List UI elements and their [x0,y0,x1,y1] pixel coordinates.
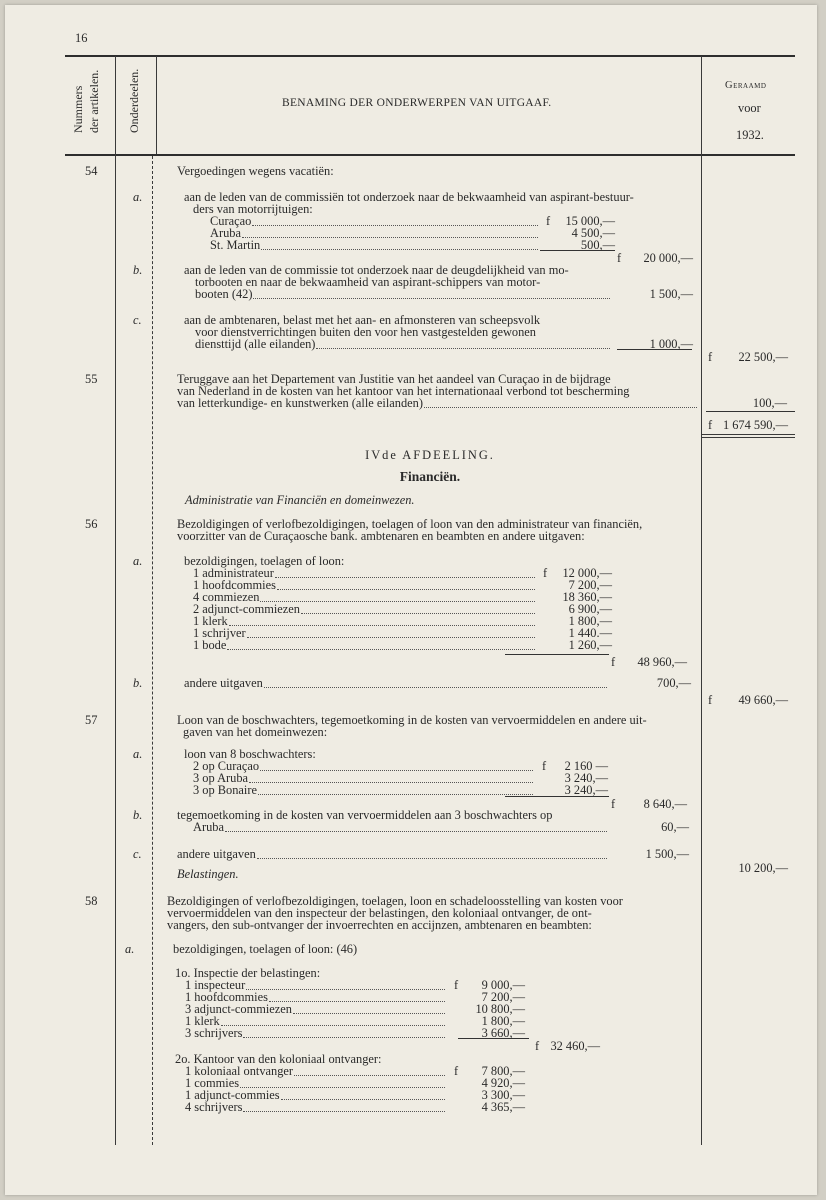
entry-amount: 1 500,— [649,287,693,301]
subtotal-amount: 22 500,— [738,350,788,364]
entry-label: 1 administrateur [193,566,274,580]
line-text: torbooten en naar de bekwaamheid van aspirant-schippers van motor- [195,275,541,289]
dotted-leader [424,407,697,408]
entry-label: 1 adjunct-commies [185,1088,280,1102]
entry-amount: 7 200,— [568,578,612,592]
line-text: aan de leden van de commissie tot onderzoek naar de deugdelijkheid van mo- [184,263,569,277]
entry-label: 1 bode [193,638,227,652]
subtotal-amount: 1 674 590,— [722,418,788,432]
dotted-leader [277,589,535,590]
entry-amount: 700,— [656,676,691,690]
entry-amount: 6 900,— [568,602,612,616]
header-col-nummers-2: der artikelen. [87,69,101,133]
dotted-leader [243,1111,445,1112]
sub-item-letter: b. [133,808,143,822]
line-text: Vergoedingen wegens vacatiën: [177,164,334,178]
grand-total-double-rule-2 [702,437,795,438]
col-divider-2 [152,156,153,1145]
entry-amount: 4 920,— [481,1076,525,1090]
currency-symbol: f [708,418,713,432]
currency-symbol: f [542,759,547,773]
entry-amount: 1 260,— [568,638,612,652]
article-number: 55 [85,372,98,386]
entry-label: Curaçao [210,214,252,228]
line-text: vervoermiddelen van den inspecteur der belastingen, den koloniaal ontvanger, de ont- [167,906,592,920]
entry-label: 1 koloniaal ontvanger [185,1064,294,1078]
line-text: tegemoetkoming in de kosten van vervoermiddelen aan 3 boschwachters op [177,808,553,822]
line-text: Loon van de boschwachters, tegemoetkoming in de kosten van vervoermiddelen en andere uit- [177,713,647,727]
dotted-leader [269,1001,445,1002]
dotted-leader [221,1025,445,1026]
header-bottom-rule [65,154,795,156]
sum-rule [706,411,795,412]
entry-amount: 10 800,— [475,1002,525,1016]
col-divider-1 [115,56,116,1145]
page-number: 16 [75,31,88,45]
entry-amount: 60,— [661,820,689,834]
dotted-leader [261,249,538,250]
dotted-leader [264,687,607,688]
subtotal-amount: 48 960,— [637,655,687,669]
entry-amount: 1 800,— [481,1014,525,1028]
line-text: bezoldigingen, toelagen of loon: (46) [173,942,358,956]
currency-symbol: f [454,1064,459,1078]
document-page [5,5,817,1195]
dotted-leader [229,625,535,626]
header-col-nummers-1: Nummers [71,85,85,133]
entry-amount: 12 000,— [562,566,612,580]
article-number: 54 [85,164,98,178]
entry-amount: 1 000,— [649,337,693,351]
header-voor: voor [738,101,761,115]
line-text: voor dienstverrichtingen buiten den voor hen vastgestelden gewonen [195,325,536,339]
currency-symbol: f [617,251,622,265]
dotted-leader [260,601,535,602]
entry-label: 2 op Curaçao [193,759,260,773]
dotted-leader [242,237,538,238]
line-text: 1o. Inspectie der belastingen: [175,966,321,980]
entry-label: 3 op Bonaire [193,783,258,797]
header-col-onderdeelen: Onderdeelen. [127,68,141,133]
subtotal-amount: 8 640,— [643,797,687,811]
dotted-leader [249,782,533,783]
line-text: vangers, den sub-ontvanger der invoerrechten en accijnzen, ambtenaren en beambten: [167,918,592,932]
line-text: Financiën. [399,469,461,484]
sum-rule [540,250,615,251]
entry-label: Aruba [210,226,241,240]
header-year: 1932. [736,128,764,142]
sub-item-letter: a. [133,554,143,568]
entry-amount: 7 800,— [481,1064,525,1078]
dotted-leader [260,770,533,771]
entry-label: diensttijd (alle eilanden) [195,337,316,351]
entry-label: booten (42) [195,287,253,301]
entry-label: 3 schrijvers [185,1026,243,1040]
entry-label: 3 op Aruba [193,771,249,785]
dotted-leader [257,858,607,859]
dotted-leader [316,348,610,349]
header-geraamd: Geraamd [725,80,767,91]
entry-label: 4 commiezen [193,590,260,604]
entry-label: andere uitgaven [184,676,263,690]
line-text: van Nederland in de kosten van het kantoor van het internationaal verbond tot bescherming [177,384,630,398]
entry-amount: 1 500,— [645,847,689,861]
entry-amount: 4 500,— [571,226,615,240]
line-text: Bezoldigingen of verlofbezoldigingen, toelagen, loon en schadeloosstelling van kosten voor [167,894,623,908]
article-number: 57 [85,713,98,727]
line-text: Teruggave aan het Departement van Justitie van het aandeel van Curaçao in de bijdrage [177,372,611,386]
entry-label: 1 klerk [185,1014,220,1028]
entry-amount: 18 360,— [562,590,612,604]
line-text: loon van 8 boschwachters: [184,747,316,761]
currency-symbol: f [546,214,551,228]
col-divider-3 [701,56,702,1145]
line-text: aan de leden van de commissiën tot onderzoek naar de bekwaamheid van aspirant-bestuur- [184,190,634,204]
sum-rule [505,654,609,655]
subtotal-amount: 20 000,— [643,251,693,265]
col-divider-2-top [156,56,157,154]
dotted-leader [293,1013,445,1014]
currency-symbol: f [543,566,548,580]
entry-amount: 3 240,— [564,771,608,785]
sub-item-letter: a. [133,190,143,204]
line-text: voorzitter van de Curaçaosche bank. ambtenaren en beambten en andere uitgaven: [177,529,585,543]
entry-label: 1 hoofdcommies [193,578,276,592]
dotted-leader [275,577,535,578]
dotted-leader [281,1099,445,1100]
line-text: Bezoldigingen of verlofbezoldigingen, toelagen of loon van den administrateur van financiën, [177,517,643,531]
dotted-leader [243,1037,445,1038]
sum-rule [458,1038,529,1039]
entry-label: 3 adjunct-commiezen [185,1002,292,1016]
entry-amount: 3 300,— [481,1088,525,1102]
entry-amount: 3 240,— [564,783,608,797]
entry-amount: 3 660,— [481,1026,525,1040]
line-text: gaven van het domeinwezen: [183,725,328,739]
entry-amount: 9 000,— [481,978,525,992]
currency-symbol: f [611,655,616,669]
sub-item-letter: b. [133,676,143,690]
entry-amount: 2 160 — [564,759,608,773]
line-text: Administratie van Financiën en domeinwezen. [185,493,415,507]
dotted-leader [252,225,538,226]
entry-label: van letterkundige- en kunstwerken (alle eilanden) [177,396,423,410]
currency-symbol: f [708,693,713,707]
dotted-leader [247,637,535,638]
entry-amount: 15 000,— [565,214,615,228]
sub-item-letter: a. [125,942,135,956]
dotted-leader [301,613,535,614]
entry-amount: 7 200,— [481,990,525,1004]
header-title: BENAMING DER ONDERWERPEN VAN UITGAAF. [282,97,552,109]
currency-symbol: f [454,978,459,992]
line-text: aan de ambtenaren, belast met het aan- en afmonsteren van scheepsvolk [184,313,541,327]
entry-label: andere uitgaven [177,847,256,861]
entry-label: 2 adjunct-commiezen [193,602,300,616]
dotted-leader [225,831,607,832]
currency-symbol: f [708,350,713,364]
subtotal-amount: 10 200,— [738,861,788,875]
sub-item-letter: b. [133,263,143,277]
entry-label: 1 hoofdcommies [185,990,268,1004]
line-text: bezoldigingen, toelagen of loon: [184,554,345,568]
entry-label: Aruba [193,820,224,834]
dotted-leader [253,298,610,299]
entry-label: 1 inspecteur [185,978,246,992]
subtotal-amount: 32 460,— [550,1039,600,1053]
dotted-leader [294,1075,445,1076]
header-top-rule [65,55,795,57]
entry-label: 1 schrijver [193,626,246,640]
currency-symbol: f [535,1039,540,1053]
entry-label: 1 commies [185,1076,240,1090]
sub-item-letter: c. [133,847,142,861]
dotted-leader [227,649,535,650]
sub-item-letter: c. [133,313,142,327]
article-number: 58 [85,894,98,908]
entry-amount: 4 365,— [481,1100,525,1114]
subtotal-amount: 49 660,— [738,693,788,707]
sum-rule [617,349,692,350]
currency-symbol: f [611,797,616,811]
line-text: IVde AFDEELING. [365,448,495,462]
entry-amount: 500,— [580,238,615,252]
entry-amount: 1 440.— [568,626,612,640]
entry-label: 1 klerk [193,614,228,628]
entry-amount: 1 800,— [568,614,612,628]
dotted-leader [258,794,533,795]
line-text: 2o. Kantoor van den koloniaal ontvanger: [175,1052,382,1066]
sub-item-letter: a. [133,747,143,761]
entry-label: St. Martin [210,238,261,252]
entry-label: 4 schrijvers [185,1100,243,1114]
dotted-leader [246,989,445,990]
sum-rule [505,796,609,797]
article-number: 56 [85,517,98,531]
line-text: ders van motorrijtuigen: [193,202,313,216]
grand-total-double-rule-1 [702,434,795,435]
entry-amount: 100,— [752,396,787,410]
line-text: Belastingen. [177,867,239,881]
